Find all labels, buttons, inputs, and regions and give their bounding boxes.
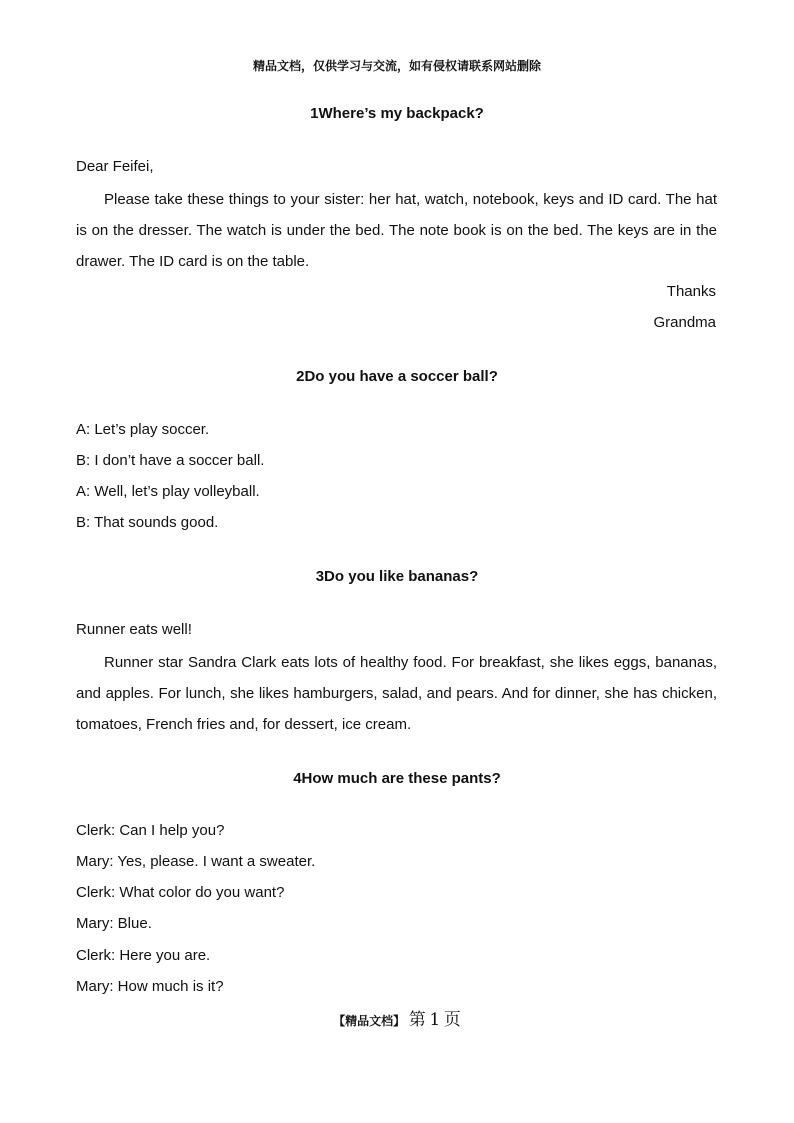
letter-greeting: Dear Feifei, — [76, 158, 154, 175]
page-prefix: 第 — [408, 1010, 426, 1030]
section-2-title: 2Do you have a soccer ball? — [296, 368, 498, 385]
page-footer — [0, 1005, 794, 1030]
dialogue-line: A: Let’s play soccer. — [76, 421, 210, 438]
dialogue-line: Clerk: Can I help you? — [76, 822, 225, 839]
header-note: 精品文档，仅供学习与交流，如有侵权请联系网站删除 — [252, 59, 541, 73]
dialogue-line: Clerk: Here you are. — [76, 947, 211, 964]
dialogue-line: Mary: How much is it? — [76, 978, 224, 995]
dialogue-line: Clerk: What color do you want? — [76, 884, 285, 901]
section-3-title: 3Do you like bananas? — [315, 568, 479, 585]
article-body: Runner star Sandra Clark eats lots of healthy food. For breakfast, she likes eggs, bananas, and apples. For lunch, she likes hamburgers, salad, and pears. And for dinner, she has chicken, tomatoes, French fries and, for dessert, ice cream. — [76, 654, 717, 733]
dialogue-line: Mary: Blue. — [76, 915, 152, 932]
dialogue-line: Mary: Yes, please. I want a sweater. — [76, 853, 316, 870]
page-suffix: 页 — [443, 1010, 461, 1030]
dialogue-line: A: Well, let’s play volleyball. — [76, 483, 260, 500]
dialogue-line: B: I don’t have a soccer ball. — [76, 452, 265, 469]
section-4-title: 4How much are these pants? — [293, 770, 501, 787]
article-heading: Runner eats well! — [76, 621, 192, 638]
footer-tag: 【精品文档】 — [333, 1014, 406, 1028]
section-1-title: 1Where’s my backpack? — [310, 105, 484, 122]
letter-signature: Grandma — [653, 314, 716, 331]
letter-closing: Thanks — [666, 283, 716, 300]
dialogue-line: B: That sounds good. — [76, 514, 219, 531]
page-number: 1 — [429, 1010, 441, 1030]
letter-body: Please take these things to your sister: her hat, watch, notebook, keys and ID card. The hat is on the dresser. The watch is under the bed. The note book is on the bed. The keys are in the drawer. The ID card is on the table. — [76, 191, 717, 270]
